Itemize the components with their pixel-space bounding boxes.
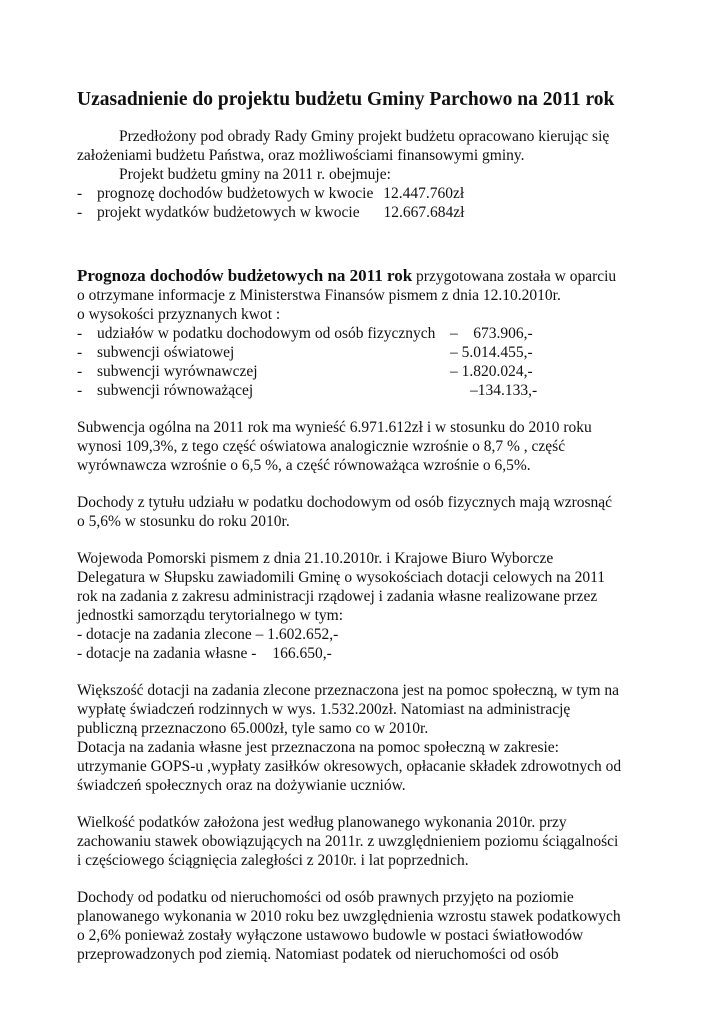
wojewoda-line: Wojewoda Pomorski pismem z dnia 21.10.2010r. i Krajowe Biuro Wyborcze — [77, 550, 554, 567]
kwota-row — [77, 324, 641, 343]
intro-line: założeniami budżetu Państwa, oraz możliwościami finansowymi gminy. — [77, 147, 525, 164]
dotacje-zlecone: - dotacje na zadania zlecone – 1.602.652,- — [77, 626, 339, 643]
podatki-line: zachowaniu stawek obowiązujących na 2011r. z uwzględnieniem poziomu ściągalności — [77, 833, 619, 850]
prognoza-heading: Prognoza dochodów budżetowych na 2011 rok — [77, 266, 413, 285]
wojewoda-line: rok na zadania z zakresu administracji rządowej i zadania własne realizowane przez — [77, 588, 598, 605]
subwencja-line: wyrównawcza wzrośnie o 6,5 %, a część równoważąca wzrośnie o 6,5%. — [77, 457, 531, 474]
wiekszosc-line: świadczeń społecznych oraz na dożywianie uczniów. — [77, 777, 406, 794]
kwota-value: –134.133,- — [470, 382, 538, 399]
list-dash: - — [77, 363, 83, 380]
intro-line: Projekt budżetu gminy na 2011 r. obejmuje: — [119, 166, 391, 183]
prognoza-line: o otrzymane informacje z Ministerstwa Finansów pismem z dnia 12.10.2010r. — [77, 287, 561, 304]
subwencja-line: wynosi 109,3%, z tego część oświatowa analogicznie wzrośnie o 8,7 % , część — [77, 438, 566, 455]
list-dash: - — [77, 344, 83, 361]
intro-item-label: projekt wydatków budżetowych w kwocie — [97, 204, 360, 221]
document-title: Uzasadnienie do projektu budżetu Gminy Parchowo na 2011 rok — [77, 89, 615, 110]
nieruchomosci-line: planowanego wykonania w 2010 roku bez uwzględnienia wzrostu stawek podatkowych — [77, 908, 621, 925]
dotacje-wlasne-label: - dotacje na zadania własne - — [77, 645, 257, 662]
prognoza-line: o wysokości przyznanych kwot : — [77, 306, 281, 323]
kwota-label: udziałów w podatku dochodowym od osób fizycznych — [97, 325, 436, 342]
kwota-row — [77, 381, 641, 400]
wiekszosc-line: publiczną przeznaczono 65.000zł, tyle samo co w 2010r. — [77, 720, 429, 737]
kwota-value: – 673.906,- — [450, 325, 533, 342]
nieruchomosci-paragraph — [77, 888, 641, 964]
dochody-line: o 5,6% w stosunku do roku 2010r. — [77, 513, 290, 530]
kwota-label: subwencji wyrównawczej — [97, 363, 258, 380]
document-body — [77, 88, 641, 964]
list-dash: - — [77, 185, 83, 202]
kwota-row — [77, 362, 641, 381]
wiekszosc-line: Dotacja na zadania własne jest przeznaczona na pomoc społeczną w zakresie: — [77, 739, 559, 756]
subwencja-line: Subwencja ogólna na 2011 rok ma wynieść 6.971.612zł i w stosunku do 2010 roku — [77, 419, 592, 436]
prognoza-line1-rest: przygotowana została w oparciu — [416, 268, 617, 285]
wojewoda-paragraph — [77, 549, 641, 663]
wojewoda-line: jednostki samorządu terytorialnego w tym: — [77, 607, 344, 624]
kwota-value: – 1.820.024,- — [450, 363, 533, 380]
intro-paragraph — [77, 127, 641, 222]
dotacje-wlasne — [77, 644, 641, 663]
kwota-row — [77, 343, 641, 362]
wiekszosc-paragraph — [77, 681, 641, 795]
kwota-label: subwencji oświatowej — [97, 344, 235, 361]
wiekszosc-line: Większość dotacji na zadania zlecone przeznaczona jest na pomoc społeczną, w tym na — [77, 682, 620, 699]
podatki-paragraph — [77, 813, 641, 870]
intro-list-item — [77, 203, 641, 222]
subwencja-paragraph — [77, 418, 641, 475]
nieruchomosci-line: Dochody od podatku od nieruchomości od osób prawnych przyjęto na poziomie — [77, 889, 574, 906]
podatki-line: i częściowego ściągnięcia zaległości z 2010r. i lat poprzednich. — [77, 852, 469, 869]
nieruchomosci-line: o 2,6% ponieważ zostały wyłączone ustawowo budowle w postaci światłowodów — [77, 927, 584, 944]
intro-item-amount: 12.667.684zł — [383, 204, 465, 221]
list-dash: - — [77, 325, 83, 342]
list-dash: - — [77, 204, 83, 221]
intro-list-item — [77, 184, 641, 203]
dochody-line: Dochody z tytułu udziału w podatku dochodowym od osób fizycznych mają wzrosnąć — [77, 494, 613, 511]
intro-item-amount: 12.447.760zł — [383, 185, 465, 202]
kwota-value: – 5.014.455,- — [450, 344, 533, 361]
kwota-label: subwencji równoważącej — [97, 382, 254, 399]
list-dash: - — [77, 382, 83, 399]
prognoza-line — [77, 266, 641, 286]
podatki-line: Wielkość podatków założona jest według planowanego wykonania 2010r. przy — [77, 814, 567, 831]
wojewoda-line: Delegatura w Słupsku zawiadomili Gminę o wysokościach dotacji celowych na 2011 — [77, 569, 606, 586]
intro-item-label: prognozę dochodów budżetowych w kwocie — [97, 185, 374, 202]
dochody-paragraph — [77, 493, 641, 531]
prognoza-paragraph — [77, 266, 641, 400]
wiekszosc-line: utrzymanie GOPS-u ,wypłaty zasiłków okresowych, opłacanie składek zdrowotnych od — [77, 758, 622, 775]
wiekszosc-line: wypłatę świadczeń rodzinnych w wys. 1.532.200zł. Natomiast na administrację — [77, 701, 571, 718]
intro-line: Przedłożony pod obrady Rady Gminy projekt budżetu opracowano kierując się — [119, 128, 610, 145]
nieruchomosci-line: przeprowadzonych pod ziemią. Natomiast podatek od nieruchomości od osób — [77, 946, 559, 963]
dotacje-wlasne-value: 166.650,- — [272, 645, 332, 662]
